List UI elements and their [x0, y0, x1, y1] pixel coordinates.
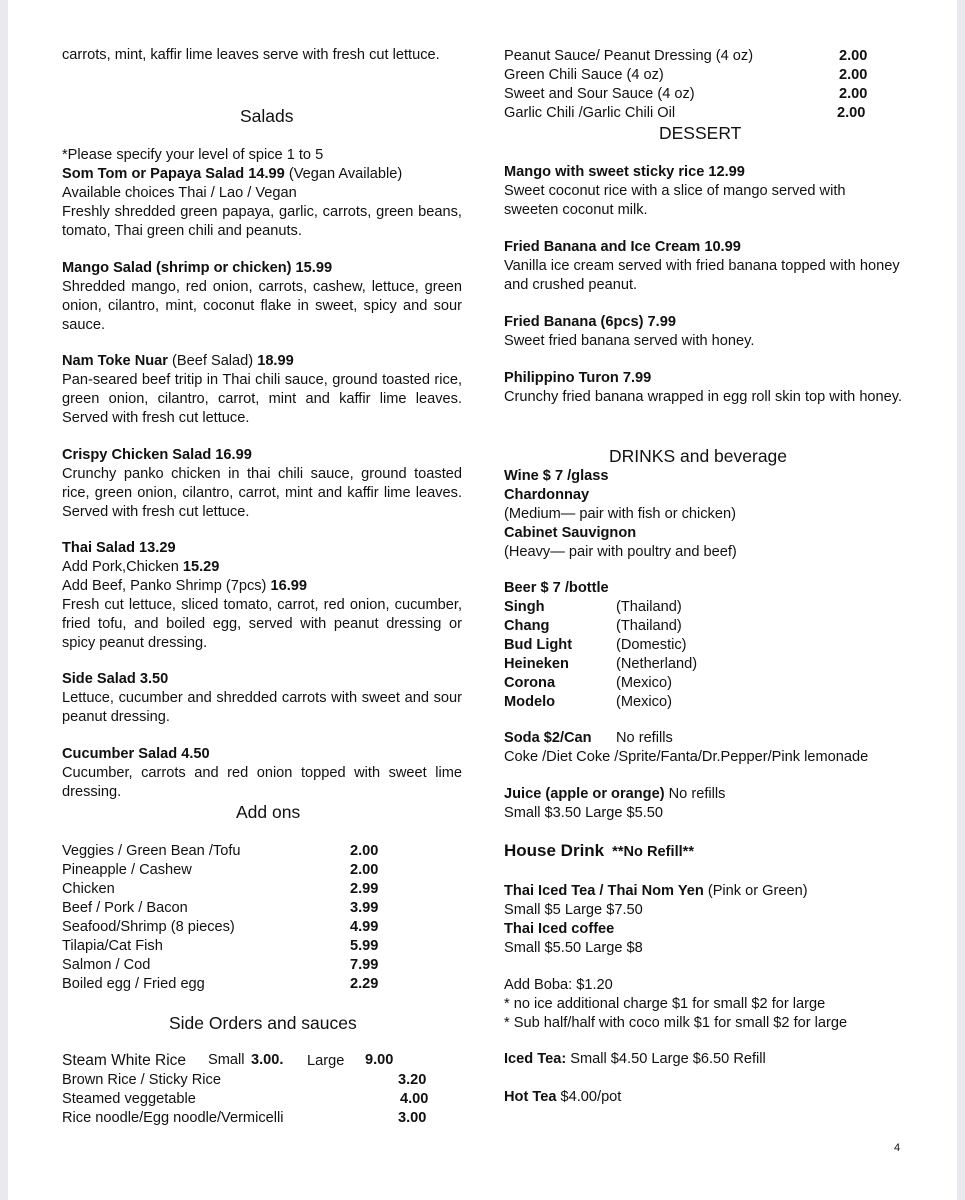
- add-on-label: Pineapple / Cashew: [62, 862, 192, 878]
- spice-note: *Please specify your level of spice 1 to 5: [62, 147, 324, 163]
- iced-tea-line: [504, 1050, 766, 1069]
- thai-coffee-prices: Small $5.50 Large $8: [504, 940, 643, 956]
- side-order-label: Rice noodle/Egg noodle/Vermicelli: [62, 1110, 284, 1126]
- add-on-label: Veggies / Green Bean /Tofu: [62, 843, 241, 859]
- beer-name: Chang: [504, 618, 550, 634]
- soda-note: No refills: [616, 730, 673, 746]
- cucumber-salad-description: Cucumber, carrots and red onion topped with sweet lime dressing.: [62, 765, 462, 800]
- add-beef-price: 16.99: [270, 578, 307, 594]
- side-order-label: Steamed veggetable: [62, 1091, 196, 1107]
- crispy-chicken-name: Crispy Chicken Salad 16.99: [62, 447, 252, 463]
- add-on-label: Tilapia/Cat Fish: [62, 938, 163, 954]
- dessert-heading: DESSERT: [659, 123, 742, 143]
- dessert-name: Fried Banana (6pcs) 7.99: [504, 314, 676, 330]
- no-ice-line: * no ice additional charge $1 for small $2 for large: [504, 996, 826, 1012]
- nam-toke-description: Pan-seared beef tritip in Thai chili sauce, ground toasted rice, green onion, cilantro, carrot, mint and kaffir lime leaves. Served with fresh cut lettuce.: [62, 372, 462, 426]
- som-tom-choices: Available choices Thai / Lao / Vegan: [62, 185, 297, 201]
- juice-note: No refills: [664, 786, 726, 802]
- dessert-name: Fried Banana and Ice Cream 10.99: [504, 239, 741, 255]
- beer-name: Corona: [504, 675, 556, 691]
- drinks-heading: DRINKS and beverage: [609, 446, 788, 466]
- som-tom-title: [62, 165, 402, 184]
- sub-half-line: * Sub half/half with coco milk $1 for small $2 for large: [504, 1015, 848, 1031]
- thai-coffee-title: Thai Iced coffee: [504, 921, 615, 937]
- side-salad-name: Side Salad 3.50: [62, 671, 169, 687]
- add-on-label: Salmon / Cod: [62, 957, 151, 973]
- soda-title: Soda $2/Can: [504, 730, 592, 746]
- hot-tea-price: $4.00/pot: [556, 1089, 622, 1105]
- thai-salad-name: Thai Salad 13.29: [62, 540, 176, 556]
- thai-tea-prices: Small $5 Large $7.50: [504, 902, 643, 918]
- cucumber-salad-name: Cucumber Salad 4.50: [62, 746, 210, 762]
- add-on-label: Seafood/Shrimp (8 pieces): [62, 919, 235, 935]
- thai-tea-note: (Pink or Green): [703, 883, 808, 899]
- add-on-price: 2.00: [350, 862, 379, 878]
- add-on-price: 3.99: [350, 900, 379, 916]
- side-salad-description: Lettuce, cucumber and shredded carrots with sweet and sour peanut dressing.: [62, 690, 462, 725]
- iced-tea-prices: Small $4.50 Large $6.50 Refill: [566, 1051, 766, 1067]
- soda-list: Coke /Diet Coke /Sprite/Fanta/Dr.Pepper/Pink lemonade: [504, 749, 869, 765]
- add-on-price: 2.29: [350, 976, 379, 992]
- wine-title: Wine $ 7 /glass: [504, 468, 609, 484]
- steam-rice-large-label: Large: [307, 1053, 345, 1069]
- iced-tea-title: Iced Tea:: [504, 1051, 567, 1067]
- nam-toke-price: 18.99: [257, 353, 294, 369]
- add-pork-price: 15.29: [182, 559, 220, 575]
- juice-prices: Small $3.50 Large $5.50: [504, 805, 664, 821]
- som-tom-name: Som Tom or Papaya Salad 14.99: [62, 166, 285, 182]
- beer-name: Heineken: [504, 656, 569, 672]
- beer-origin: (Domestic): [616, 637, 687, 653]
- steam-rice-small-label: Small: [208, 1052, 245, 1068]
- nam-toke-mid: (Beef Salad): [167, 353, 258, 369]
- beer-origin: (Thailand): [616, 599, 682, 615]
- mango-salad-name: Mango Salad (shrimp or chicken) 15.99: [62, 260, 333, 276]
- thai-salad-description: Fresh cut lettuce, sliced tomato, carrot, red onion, cucumber, fried tofu, and boiled egg, served with peanut dressing or spicy peanut dressing.: [62, 597, 462, 651]
- hot-tea-line: [504, 1088, 621, 1107]
- beer-origin: (Mexico): [616, 694, 672, 710]
- dessert-description: Sweet fried banana served with honey.: [504, 333, 755, 349]
- house-drink-title: House Drink: [504, 841, 605, 860]
- side-order-label: Brown Rice / Sticky Rice: [62, 1072, 221, 1088]
- beer-origin: (Mexico): [616, 675, 672, 691]
- side-order-price: 4.00: [400, 1091, 429, 1107]
- juice-title: Juice (apple or orange): [504, 786, 665, 802]
- sauce-label: Green Chili Sauce (4 oz): [504, 67, 664, 83]
- side-order-price: 3.00: [398, 1110, 427, 1126]
- sauce-label: Garlic Chili /Garlic Chili Oil: [504, 105, 676, 121]
- hot-tea-title: Hot Tea: [504, 1089, 557, 1105]
- steam-rice-label: Steam White Rice: [62, 1052, 187, 1069]
- nam-toke-name: Nam Toke Nuar: [62, 353, 168, 369]
- add-on-price: 4.99: [350, 919, 379, 935]
- dessert-description: Vanilla ice cream served with fried banana topped with honey and crushed peanut.: [504, 258, 900, 293]
- sauce-label: Sweet and Sour Sauce (4 oz): [504, 86, 695, 102]
- house-drink-note: **No Refill**: [612, 844, 695, 860]
- som-tom-description: Freshly shredded green papaya, garlic, carrots, green beans, tomato, Thai green chili and peanuts.: [62, 204, 462, 239]
- side-orders-heading: Side Orders and sauces: [169, 1013, 357, 1033]
- juice-line: [504, 785, 725, 804]
- beer-name: Singh: [504, 599, 545, 615]
- dessert-description: Crunchy fried banana wrapped in egg roll skin top with honey.: [504, 389, 903, 405]
- sauce-price: 2.00: [839, 67, 868, 83]
- boba-line: Add Boba: $1.20: [504, 977, 613, 993]
- add-pork-label: Add Pork,Chicken: [62, 559, 183, 575]
- add-on-label: Chicken: [62, 881, 115, 897]
- sauce-label: Peanut Sauce/ Peanut Dressing (4 oz): [504, 48, 754, 64]
- add-on-label: Boiled egg / Fried egg: [62, 976, 205, 992]
- menu-page: [8, 0, 957, 1200]
- chardonnay-name: Chardonnay: [504, 487, 590, 503]
- crispy-chicken-description: Crunchy panko chicken in thai chili sauce, ground toasted rice, green onion, cilantro, carrot, mint and kaffir lime leaves. Served with fresh cut lettuce.: [62, 466, 462, 520]
- thai-tea-title: Thai Iced Tea / Thai Nom Yen: [504, 883, 704, 899]
- add-on-label: Beef / Pork / Bacon: [62, 900, 188, 916]
- dessert-name: Philippino Turon 7.99: [504, 370, 652, 386]
- sauce-price: 2.00: [837, 105, 866, 121]
- steam-rice-small-price: 3.00.: [251, 1052, 284, 1068]
- sauce-price: 2.00: [839, 48, 868, 64]
- add-on-price: 5.99: [350, 938, 379, 954]
- nam-toke-title: [62, 352, 294, 371]
- sauce-price: 2.00: [839, 86, 868, 102]
- steam-rice-large-price: 9.00: [365, 1052, 394, 1068]
- add-beef-label: Add Beef, Panko Shrimp (7pcs): [62, 578, 271, 594]
- house-drink-line: [504, 841, 694, 862]
- thai-salad-add-pork: [62, 558, 219, 577]
- page-number: 4: [894, 1142, 901, 1154]
- thai-tea-line: [504, 882, 808, 901]
- cabinet-note: (Heavy— pair with poultry and beef): [504, 544, 737, 560]
- dessert-name: Mango with sweet sticky rice 12.99: [504, 164, 745, 180]
- salads-heading: Salads: [240, 106, 294, 126]
- beer-title: Beer $ 7 /bottle: [504, 580, 609, 596]
- add-on-price: 7.99: [350, 957, 379, 973]
- chardonnay-note: (Medium— pair with fish or chicken): [504, 506, 736, 522]
- dessert-description: Sweet coconut rice with a slice of mango served with sweeten coconut milk.: [504, 183, 846, 218]
- continued-text: carrots, mint, kaffir lime leaves serve with fresh cut lettuce.: [62, 47, 440, 63]
- beer-origin: (Netherland): [616, 656, 698, 672]
- beer-origin: (Thailand): [616, 618, 682, 634]
- mango-salad-description: Shredded mango, red onion, carrots, cashew, lettuce, green onion, cilantro, mint, coconut flake in sweet, spicy and sour sauce.: [62, 279, 462, 333]
- add-ons-heading: Add ons: [236, 802, 301, 822]
- add-on-price: 2.99: [350, 881, 379, 897]
- add-on-price: 2.00: [350, 843, 379, 859]
- beer-name: Modelo: [504, 694, 556, 710]
- som-tom-suffix: (Vegan Available): [284, 166, 403, 182]
- side-order-price: 3.20: [398, 1072, 427, 1088]
- cabinet-name: Cabinet Sauvignon: [504, 525, 637, 541]
- beer-name: Bud Light: [504, 637, 573, 653]
- thai-salad-add-beef: [62, 577, 307, 596]
